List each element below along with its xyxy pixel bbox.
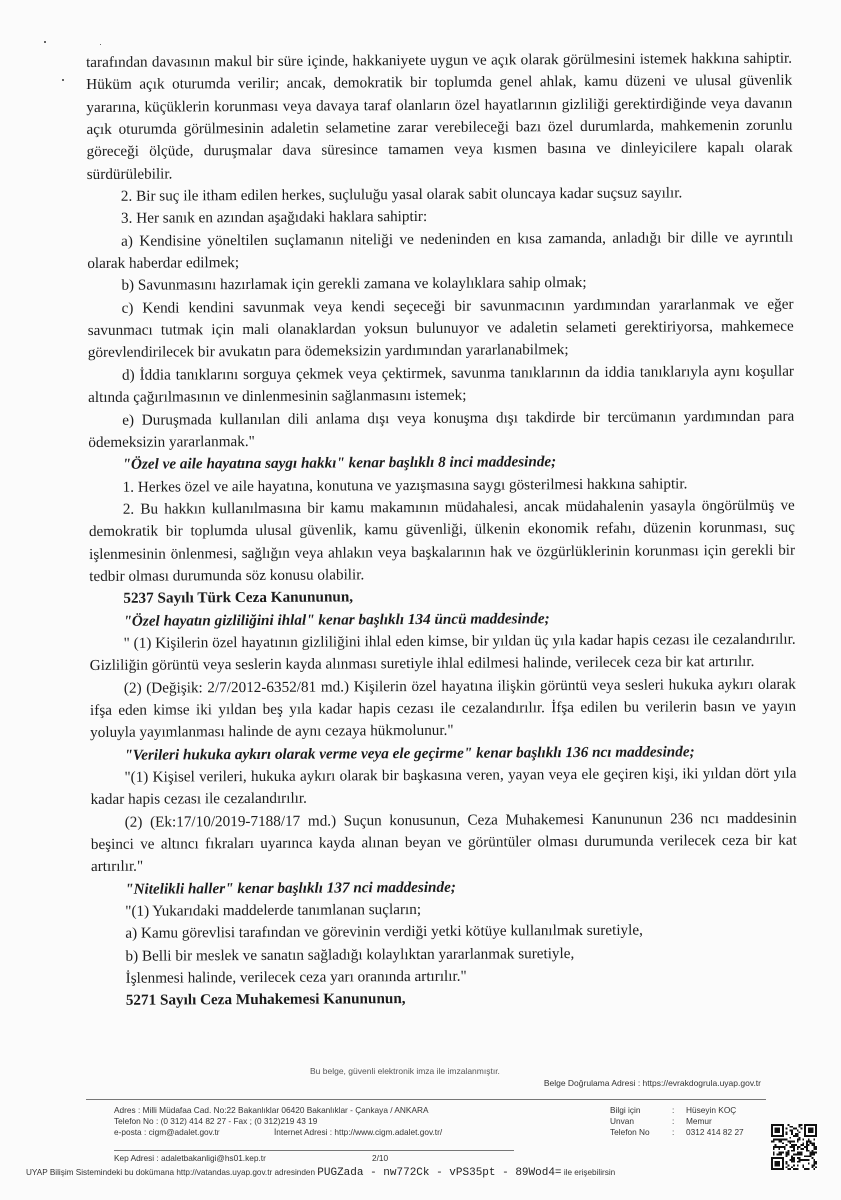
paragraph: c) Kendi kendini savunmak veya kendi seçeceği bir savunmacının yardımından yararlanmak ve eğer savunmacı tutmak için mali olanaklardan yoksun bulunuyor ve adaletin selameti gerektiriyorsa, mahkemece görevlendirilecek bir avukatın para ödemeksizin yardımından yararlanabilmek; bbox=[87, 295, 794, 362]
paragraph: 3. Her sanık en azından aşağıdaki haklara sahiptir: bbox=[120, 208, 428, 228]
footer-divider bbox=[86, 1099, 766, 1100]
footer-email: e-posta : cigm@adalet.gov.tr bbox=[114, 1127, 220, 1137]
info-label: Bilgi için bbox=[610, 1105, 641, 1115]
uyap-access-line bbox=[26, 1167, 615, 1179]
title-label: Unvan bbox=[610, 1116, 634, 1126]
paragraph: (2) (Değişik: 2/7/2012-6352/81 md.) Kişilerin özel hayatına ilişkin görüntü veya sesleri hukuka aykırı olarak ifşa eden kimse iki yıldan beş yıla kadar hapis cezası ile cezalandırılır. İfşa edilen bu verilerin basın ve yayın yoluyla yayımlanması halinde de aynı cezaya hükmolunur." bbox=[89, 675, 797, 742]
uyap-access-code: PUGZada - nw772Ck - vPS35pt - 89Wod4= bbox=[317, 1167, 562, 1179]
kep-address: Kep Adresi : adaletbakanligi@hs01.kep.tr bbox=[114, 1153, 266, 1163]
paragraph: e) Duruşmada kullanılan dili anlama dışı veya konuşma dışı takdirde bir tercümanın yardımından para ödemeksizin yararlanmak." bbox=[88, 407, 795, 451]
verification-address: Belge Doğrulama Adresi : https://evrakdogrula.uyap.gov.tr bbox=[543, 1078, 761, 1088]
letterhead-footer bbox=[114, 1105, 764, 1138]
colon: : bbox=[672, 1116, 675, 1126]
scan-speck bbox=[62, 79, 64, 81]
paragraph: a) Kendisine yöneltilen suçlamanın niteliği ve nedeninden en kısa zamanda, anladığı bir dille ve ayrıntılı olarak haberdar edilmek; bbox=[87, 228, 794, 273]
info-value: Hüseyin KOÇ bbox=[686, 1105, 737, 1115]
colon: : bbox=[672, 1105, 675, 1115]
tel-value: 0312 414 82 27 bbox=[686, 1127, 744, 1137]
paragraph: 2. Bir suç ile itham edilen herkes, suçluluğu yasal olarak sabit oluncaya kadar suçsuz sayılır. bbox=[120, 184, 683, 205]
colon: : bbox=[672, 1127, 675, 1137]
paragraph: "(1) Kişisel verileri, hukuka aykırı olarak bir başkasına veren, yayan veya ele geçiren kişi, iki yıldan dört yıla kadar hapis cezası ile cezalandırılır. bbox=[90, 764, 797, 809]
scan-speck bbox=[44, 41, 46, 43]
paragraph: a) Kamu görevlisi tarafından ve görevinin verdiği yetki kötüye kullanılmak suretiyle, bbox=[125, 922, 643, 943]
qr-code-icon bbox=[771, 1124, 817, 1170]
kep-divider bbox=[114, 1150, 514, 1151]
paragraph: d) İddia tanıklarını sorguya çekmek veya çektirmek, savunma tanıklarının da iddia tanıklarıyla aynı koşullar altında çağırılmasının ve dinlenmesinin sağlanmasını istemek; bbox=[88, 362, 795, 407]
paragraph: 2. Bu hakkın kullanılmasına bir kamu makamının müdahalesi, ancak müdahalenin yasayla öngörülmüş ve demokratik bir toplumda ulusal güvenlik, kamu güvenliği, ülkenin ekonomik refahı, düzenin korunması, suç işlenmesinin önlenmesi, sağlığın veya ahlakın veya başkalarının hak ve özgürlüklerinin korunması için gerekli bir tedbir olması durumunda söz konusu olabilir. bbox=[88, 496, 796, 585]
footer-internet: İnternet Adresi : http://www.cigm.adalet.gov.tr/ bbox=[274, 1127, 443, 1137]
scan-speck bbox=[100, 44, 101, 45]
document-body bbox=[86, 48, 798, 1013]
paragraph: "(1) Yukarıdaki maddelerde tanımlanan suçların; bbox=[125, 901, 422, 920]
kep-line bbox=[114, 1153, 389, 1163]
footer-phone: Telefon No : (0 312) 414 82 27 - Fax ; (0 312)219 43 19 bbox=[114, 1116, 318, 1126]
section-heading: "Nitelikli haller" kenar başlıklı 137 nci maddesinde; bbox=[125, 878, 456, 898]
paragraph: " (1) Kişilerin özel hayatının gizliliğini ihlal eden kimse, bir yıldan üç yıla kadar hapis cezası ile cezalandırılır. Gizliliğin görüntü veya seslerin kayda alınması suretiyle ihlal edilmesi halinde, verilecek ceza bir kat artırılır. bbox=[89, 630, 796, 675]
e-signature-note: Bu belge, güvenli elektronik imza ile imzalanmıştır. bbox=[310, 1066, 500, 1076]
section-heading: 5237 Sayılı Türk Ceza Kanununun, bbox=[123, 588, 354, 608]
section-heading: 5271 Sayılı Ceza Muhakemesi Kanununun, bbox=[125, 990, 406, 1010]
section-heading: "Özel ve aile hayatına saygı hakkı" kenar başlıklı 8 inci maddesinde; bbox=[122, 453, 557, 473]
section-heading: "Verileri hukuka aykırı olarak verme veya ele geçirme" kenar başlıklı 136 ncı maddesinde; bbox=[124, 742, 695, 764]
paragraph: b) Belli bir meslek ve sanatın sağladığı kolaylıktan yararlanmak suretiyle, bbox=[125, 944, 575, 965]
paragraph: İşlenmesi halinde, verilecek ceza yarı oranında artırılır." bbox=[125, 967, 467, 987]
uyap-suffix: ile erişebilirsin bbox=[563, 1168, 616, 1177]
tel-label: Telefon No bbox=[610, 1127, 650, 1137]
paragraph: (2) (Ek:17/10/2019-7188/17 md.) Suçun konusunun, Ceza Muhakemesi Kanununun 236 ncı maddesinin beşinci ve altıncı fıkraları uyarınca kayda alınan beyan ve görüntüler olması durumunda verilecek ceza bir kat artırılır." bbox=[90, 809, 797, 876]
title-value: Memur bbox=[686, 1116, 712, 1126]
page-number: 2/10 bbox=[372, 1153, 389, 1163]
uyap-prefix: UYAP Bilişim Sistemindeki bu dokümana http://vatandas.uyap.gov.tr adresinden bbox=[26, 1168, 315, 1177]
paragraph: tarafından davasının makul bir süre içinde, hakkaniyete uygun ve açık olarak görülmesini istemek hakkına sahiptir. Hüküm açık oturumda verilir; ancak, demokratik bir toplumda genel ahlak, kamu düzeni ve ulusal güvenlik yararına, küçüklerin korunması veya davaya taraf olanların özel hayatlarının gizliliği gerektirdiğinde veya davanın açık oturumda görülmesinin adaletin selametine zarar verebileceği bazı özel durumlarda, mahkemenin zorunlu göreceği ölçüde, duruşmalar dava süresince tamamen veya kısmen basına ve dinleyicilere kapalı olarak sürdürülebilir. bbox=[86, 49, 793, 183]
footer-address: Adres : Milli Müdafaa Cad. No:22 Bakanlıklar 06420 Bakanlıklar - Çankaya / ANKARA bbox=[114, 1105, 429, 1115]
paragraph: 1. Herkes özel ve aile hayatına, konutuna ve yazışmasına saygı gösterilmesi hakkına sahiptir. bbox=[122, 474, 688, 496]
paragraph: b) Savunmasını hazırlamak için gerekli zamana ve kolaylıklara sahip olmak; bbox=[121, 274, 587, 295]
section-heading: "Özel hayatın gizliliğini ihlal" kenar başlıklı 134 üncü maddesinde; bbox=[123, 609, 550, 630]
